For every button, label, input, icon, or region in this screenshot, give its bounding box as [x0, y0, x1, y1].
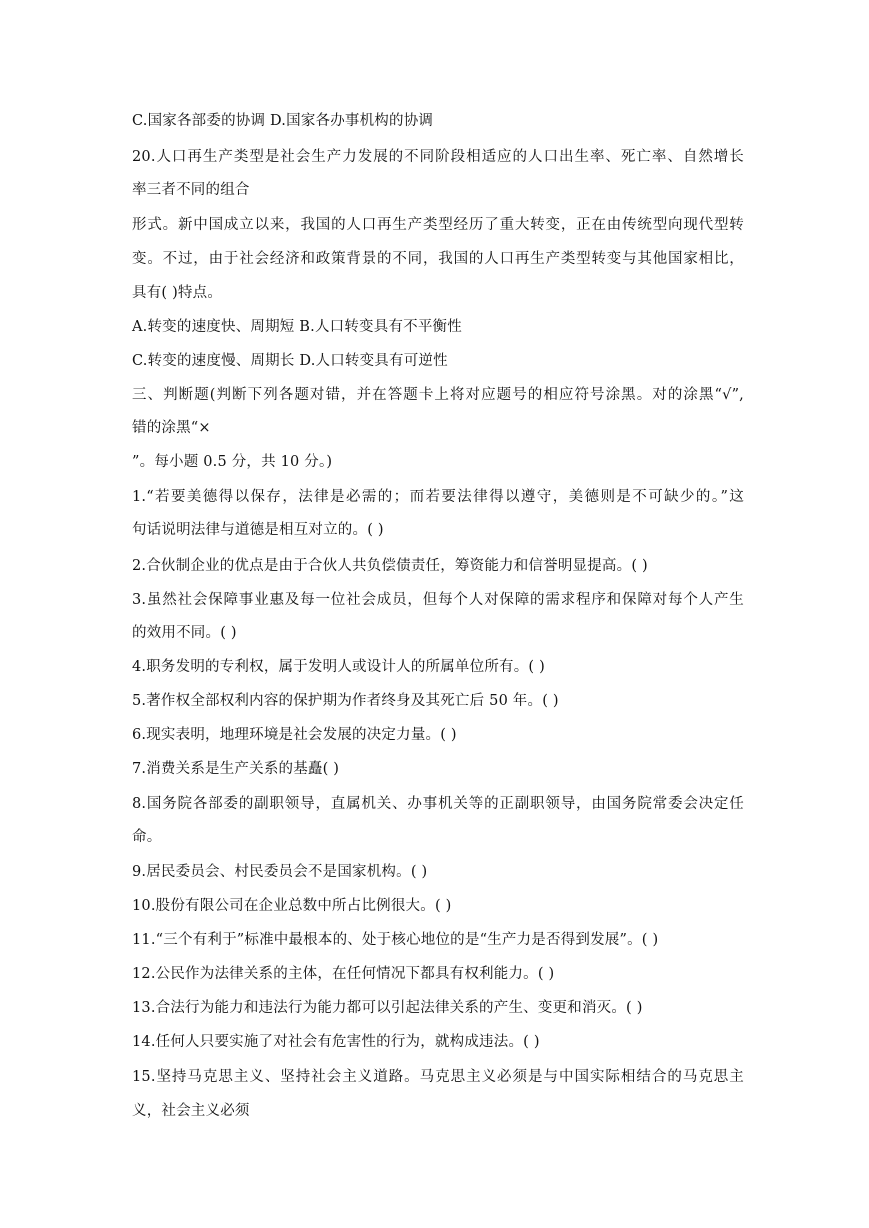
answer-options: A.转变的速度快、周期短 B.人口转变具有不平衡性: [132, 319, 462, 335]
text-line: 形式。新中国成立以来，我国的人口再生产类型经历了重大转变，正在由传统型向现代型转: [132, 217, 744, 233]
text-line: 具有( )特点。: [132, 285, 223, 301]
question-line: 11.“三个有利于”标准中最根本的、处于核心地位的是“生产力是否得到发展”。( ): [132, 932, 659, 948]
question-line: 14.任何人只要实施了对社会有危害性的行为，就构成违法。( ): [132, 1034, 540, 1050]
question-line: 的效用不同。( ): [132, 625, 237, 641]
question-line: 命。: [132, 829, 162, 845]
section-heading: 三、判断题(判断下列各题对错，并在答题卡上将对应题号的相应符号涂黑。对的涂黑“√”,: [132, 387, 744, 403]
question-line: 8.国务院各部委的副职领导，直属机关、办事机关等的正副职领导，由国务院常委会决定任: [132, 796, 744, 812]
question-line: 6.现实表明，地理环境是社会发展的决定力量。( ): [132, 727, 457, 743]
text-line: 20.人口再生产类型是社会生产力发展的不同阶段相适应的人口出生率、死亡率、自然增长: [132, 149, 744, 165]
text-line: ”。每小题 0.5 分，共 10 分。): [132, 454, 333, 470]
question-line: 3.虽然社会保障事业惠及每一位社会成员，但每个人对保障的需求程序和保障对每个人产生: [132, 592, 744, 608]
question-line: 句话说明法律与道德是相互对立的。( ): [132, 522, 384, 538]
question-line: 1.“若要美德得以保存，法律是必需的；而若要法律得以遵守，美德则是不可缺少的。”这: [132, 489, 744, 505]
text-line: C.国家各部委的协调 D.国家各办事机构的协调: [132, 113, 434, 129]
answer-options: C.转变的速度慢、周期长 D.人口转变具有可逆性: [132, 353, 448, 369]
question-line: 4.职务发明的专利权，属于发明人或设计人的所属单位所有。( ): [132, 659, 545, 675]
question-line: 2.合伙制企业的优点是由于合伙人共负偿债责任，筹资能力和信誉明显提高。( ): [132, 558, 648, 574]
question-line: 5.著作权全部权利内容的保护期为作者终身及其死亡后 50 年。( ): [132, 693, 559, 709]
question-line: 12.公民作为法律关系的主体，在任何情况下都具有权利能力。( ): [132, 966, 555, 982]
text-line: 率三者不同的组合: [132, 182, 250, 198]
question-line: 9.居民委员会、村民委员会不是国家机构。( ): [132, 864, 428, 880]
question-line: 义，社会主义必须: [132, 1103, 250, 1119]
question-line: 13.合法行为能力和违法行为能力都可以引起法律关系的产生、变更和消灭。( ): [132, 1000, 643, 1016]
question-line: 15.坚持马克思主义、坚持社会主义道路。马克思主义必须是与中国实际相结合的马克思主: [132, 1069, 744, 1085]
text-line: 变。不过，由于社会经济和政策背景的不同，我国的人口再生产类型转变与其他国家相比，: [132, 251, 744, 267]
question-line: 7.消费关系是生产关系的基矗( ): [132, 761, 340, 777]
question-line: 10.股份有限公司在企业总数中所占比例很大。( ): [132, 898, 452, 914]
text-line: 错的涂黑“×: [132, 420, 211, 436]
